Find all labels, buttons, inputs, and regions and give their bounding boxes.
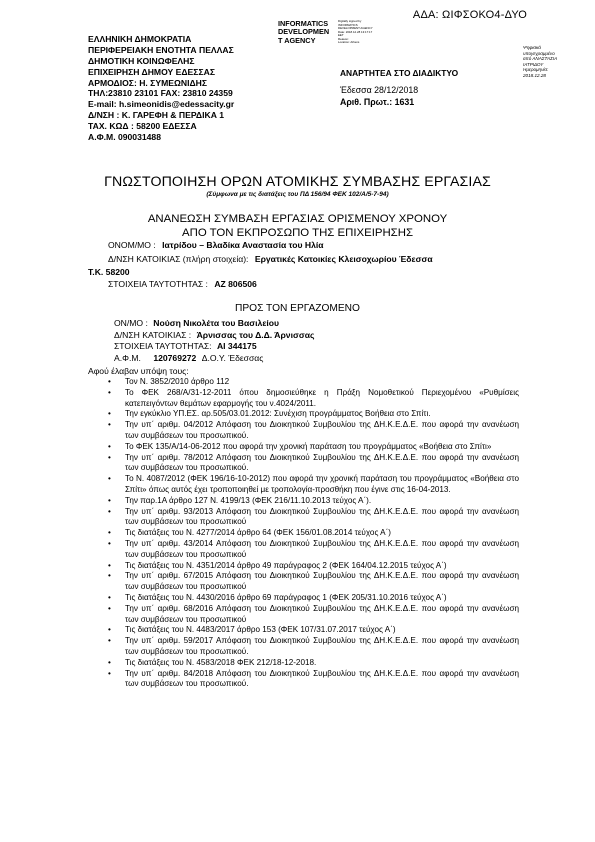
bullet-icon: •: [108, 474, 111, 484]
stamp-detail-line: Digitally signed by: [338, 19, 362, 23]
bullet-icon: •: [108, 409, 111, 419]
bullet-icon: •: [108, 560, 111, 570]
employee-name-value: Νούση Νικολέτα του Βασιλείου: [153, 318, 280, 328]
employee-address-row: [114, 330, 314, 340]
list-item: [108, 507, 519, 529]
digital-signature-details: [338, 20, 373, 45]
employer-address-value: Εργατικές Κατοικίες Κλεισοχωρίου Έδεσσα: [254, 254, 433, 264]
employee-afm-row: [114, 353, 263, 363]
bullet-icon: •: [108, 495, 111, 505]
list-item: [108, 593, 519, 604]
list-item: [108, 528, 519, 539]
list-item: [108, 496, 519, 507]
letterhead-line: ΕΠΙΧΕΙΡΗΣΗ ΔΗΜΟΥ ΕΔΕΣΣΑΣ: [88, 66, 215, 77]
letterhead: [88, 34, 234, 143]
employee-address-label: Δ/ΝΣΗ ΚΑΤΟΙΚΙΑΣ :: [114, 330, 192, 340]
employee-id-value: ΑΙ 344175: [216, 341, 257, 351]
employee-name-row: [114, 318, 279, 328]
letterhead-line: E-mail: h.simeonidis@edessacity.gr: [88, 99, 235, 110]
stamp-logo-line: T AGENCY: [278, 35, 316, 45]
list-item: [108, 636, 519, 658]
stamp-detail-line: DEVELOPMENT AGENCY: [338, 26, 373, 30]
list-item-text: Την υπ΄ αριθμ. 43/2014 Απόφαση του Διοικητικού Συμβουλίου της ΔΗ.Κ.Ε.Δ.Ε. που αφορά την ανανέωση των συμβάσεων του προσωπικού: [125, 538, 519, 559]
stamp-detail-line: Date: 2018.12.28 13:17:17: [338, 29, 373, 34]
stamp-logo-line: INFORMATICS: [278, 19, 329, 28]
bullet-icon: •: [108, 441, 111, 451]
document-date: Έδεσσα 28/12/2018: [340, 85, 419, 95]
list-item: [108, 625, 519, 636]
section-title-line: ΑΝΑΝΕΩΣΗ ΣΥΜΒΑΣΗ ΕΡΓΑΣΙΑΣ ΟΡΙΣΜΕΝΟΥ ΧΡΟΝΟΥ: [147, 213, 448, 225]
bullet-icon: •: [108, 571, 111, 581]
list-item: [108, 474, 519, 496]
personal-signature: [523, 45, 557, 79]
list-item: [108, 377, 519, 388]
bullet-icon: •: [108, 603, 111, 613]
protocol-number: Αριθ. Πρωτ.: 1631: [340, 97, 415, 107]
signature-line: υπογεγραμμένο: [523, 50, 555, 56]
employee-address-value: Άρνισσας του Δ.Δ. Άρνισσας: [196, 330, 315, 340]
list-item: [108, 388, 519, 410]
employee-id-row: [114, 341, 257, 351]
letterhead-line: ΔΗΜΟΤΙΚΗ ΚΟΙΝΩΦΕΛΗΣ: [88, 55, 195, 66]
list-item: [108, 539, 519, 561]
signature-line: 2018.12.28: [523, 72, 546, 78]
stamp-detail-line: Reason:: [338, 36, 349, 41]
letterhead-line: ΠΕΡΙΦΕΡΕΙΑΚΗ ΕΝΟΤΗΤΑ ΠΕΛΛΑΣ: [88, 44, 234, 55]
list-item-text: Τον Ν. 3852/2010 άρθρο 112: [125, 377, 230, 386]
stamp-detail-line: EET: [338, 33, 344, 37]
bullet-icon: •: [108, 668, 111, 678]
employee-afm-value: 120769272: [153, 353, 197, 363]
stamp-detail-line: INFORMATICS: [338, 22, 358, 27]
stamp-detail-line: Location: Athens: [338, 40, 360, 44]
bullet-icon: •: [108, 377, 111, 386]
letterhead-line: ΤΗΛ:23810 23101 FAX: 23810 24359: [88, 88, 233, 99]
ada-code: ΑΔΑ: ΩΙΦΣΟΚΟ4-ΔΥΟ: [412, 9, 527, 21]
letterhead-line: Δ/ΝΣΗ : Κ. ΓΑΡΕΦΗ & ΠΕΡΔΙΚΑ 1: [88, 110, 225, 121]
bullet-icon: •: [108, 538, 111, 548]
digital-signature-logo: [278, 20, 329, 45]
list-item: [108, 561, 519, 572]
stamp-logo-line: DEVELOPMEN: [278, 27, 330, 37]
list-item-text: Την υπ΄ αριθμ. 67/2015 Απόφαση του Διοικητικού Συμβουλίου της ΔΗ.Κ.Ε.Δ.Ε. που αφορά την ανανέωση των συμβάσεων του προσωπικού: [125, 571, 519, 592]
to-employee-heading: ΠΡΟΣ ΤΟΝ ΕΡΓΑΖΟΜΕΝΟ: [235, 303, 360, 314]
letterhead-line: ΤΑΧ. ΚΩΔ : 58200 ΕΔΕΣΣΑ: [88, 121, 197, 132]
list-item-text: Τις διατάξεις του Ν. 4483/2017 άρθρο 153 (ΦΕΚ 107/31.07.2017 τεύχος Α΄): [125, 625, 396, 635]
bullet-icon: •: [108, 420, 111, 430]
bullet-icon: •: [108, 506, 111, 516]
list-item: [108, 420, 519, 442]
section-title-line: ΑΠΟ ΤΟΝ ΕΚΠΡΟΣΩΠΟ ΤΗΣ ΕΠΙΧΕΙΡΗΣΗΣ: [182, 227, 413, 240]
bullet-icon: •: [108, 387, 111, 397]
list-item-text: Τις διατάξεις του Ν. 4583/2018 ΦΕΚ 212/18-12-2018.: [125, 657, 317, 667]
list-item-text: Το ΦΕΚ 268/Α/31-12-2011 όπου δημοσιεύθηκε η Πράξη Νομοθετικού Περιεχομένου «Ρυθμίσεις κατεπειγόντων θεμάτων εφαρμογής του ν.4024/2011.: [125, 387, 519, 408]
list-item-text: Το ΦΕΚ 135/Α/14-06-2012 που αφορά την χρονική παράταση του προγράμματος «Βοήθεια στο Σπίτι»: [125, 441, 492, 451]
employer-id-value: ΑΖ 806506: [214, 279, 257, 289]
bullet-icon: •: [108, 657, 111, 667]
list-item-text: Τις διατάξεις του Ν. 4430/2016 άρθρο 69 παράγραφος 1 (ΦΕΚ 205/31.10.2016 τεύχος Α΄): [125, 592, 447, 602]
list-item-text: Την υπ΄ αριθμ. 68/2016 Απόφαση του Διοικητικού Συμβουλίου της ΔΗ.Κ.Ε.Δ.Ε. που αφορά την ανανέωση των συμβάσεων του προσωπικού: [125, 603, 519, 624]
bullet-icon: •: [108, 636, 111, 646]
list-item-text: Την υπ΄ αριθμ. 93/2013 Απόφαση του Διοικητικού Συμβουλίου της ΔΗ.Κ.Ε.Δ.Ε. που αφορά την ανανέωση των συμβάσεων του προσωπικού: [125, 506, 519, 527]
employee-name-label: ΟΝ/ΜΟ :: [114, 318, 148, 328]
signature-line: από ΑΝΑΣΤΑΣΙΑ: [523, 56, 558, 62]
list-item-text: Την εγκύκλιο ΥΠ.ΕΣ. αρ.505/03.01.2012: Συνέχιση προγράμματος Βοήθεια στο Σπίτι.: [125, 409, 431, 419]
employer-name-value: Ιατρίδου – Βλαδίκα Αναστασία του Ηλία: [162, 240, 324, 250]
employer-address-label: Δ/ΝΣΗ ΚΑΤΟΙΚΙΑΣ (πλήρη στοιχεία):: [108, 254, 249, 264]
list-item: [108, 604, 519, 626]
letterhead-line: ΑΡΜΟΔΙΟΣ: Η. ΣΥΜΕΩΝΙΔΗΣ: [88, 77, 207, 88]
list-item: [108, 409, 519, 420]
list-item-text: Την υπ΄ αριθμ. 59/2017 Απόφαση του Διοικητικού Συμβουλίου της ΔΗ.Κ.Ε.Δ.Ε. που αφορά την ανανέωση των συμβάσεων του προσωπικού.: [125, 636, 519, 656]
employer-name-label: ΟΝΟΜ/ΜΟ :: [108, 240, 156, 250]
signature-line: Ημερομηνία:: [523, 67, 549, 73]
bullet-icon: •: [108, 528, 111, 538]
document-title: ΓΝΩΣΤΟΠΟΙΗΣΗ ΟΡΩΝ ΑΤΟΜΙΚΗΣ ΣΥΜΒΑΣΗΣ ΕΡΓΑΣΙΑΣ: [104, 174, 491, 190]
considerations-list: [108, 377, 519, 690]
document-subtitle: (Σύμφωνα με τις διατάξεις του ΠΔ 156/94 ΦΕΚ 102/Α/5-7-94): [206, 191, 389, 198]
bullet-icon: •: [108, 625, 111, 635]
list-item: [108, 658, 519, 669]
signature-line: ΙΑΤΡΙΔΟΥ: [523, 61, 544, 67]
employer-name-row: [108, 240, 324, 250]
considerations-intro: Αφού έλαβαν υπόψη τους:: [88, 366, 189, 376]
list-item: [108, 453, 519, 475]
letterhead-line: Α.Φ.Μ. 090031488: [88, 132, 161, 143]
list-item-text: Την υπ΄ αριθμ. 84/2018 Απόφαση του Διοικητικού Συμβουλίου της ΔΗ.Κ.Ε.Δ.Ε. που αφορά την ανανέωση των συμβάσεων του προσωπικού.: [125, 668, 519, 689]
employee-tax-office: Δ.Ο.Υ. Έδεσσας: [201, 353, 264, 363]
employee-afm-label: Α.Φ.Μ.: [114, 353, 141, 363]
publish-online-notice: ΑΝΑΡΤΗΤΕΑ ΣΤΟ ΔΙΑΔΙΚΤΥΟ: [340, 68, 459, 78]
list-item-text: Την υπ΄ αριθμ. 78/2012 Απόφαση του Διοικητικού Συμβουλίου της ΔΗ.Κ.Ε.Δ.Ε. που αφορά την ανανέωση των συμβάσεων του προσωπικού.: [125, 452, 519, 473]
list-item-text: Την υπ΄ αριθμ. 04/2012 Απόφαση του Διοικητικού Συμβουλίου της ΔΗ.Κ.Ε.Δ.Ε. που αφορά την ανανέωση των συμβάσεων του προσωπικού.: [125, 420, 519, 440]
list-item-text: Τις διατάξεις του Ν. 4277/2014 άρθρο 64 (ΦΕΚ 156/01.08.2014 τεύχος Α΄): [125, 528, 392, 538]
employer-id-label: ΣΤΟΙΧΕΙΑ ΤΑΥΤΟΤΗΤΑΣ :: [108, 279, 208, 289]
employer-postal-code: Τ.Κ. 58200: [88, 267, 130, 277]
list-item: [108, 669, 519, 691]
bullet-icon: •: [108, 452, 111, 462]
letterhead-line: ΕΛΛΗΝΙΚΗ ΔΗΜΟΚΡΑΤΙΑ: [88, 34, 192, 44]
list-item: [108, 442, 519, 453]
section-title: [0, 212, 595, 240]
employer-address-row: [108, 254, 433, 264]
list-item-text: Τις διατάξεις του Ν. 4351/2014 άρθρο 49 παράγραφος 2 (ΦΕΚ 164/04.12.2015 τεύχος Α΄): [125, 560, 447, 570]
signature-line: Ψηφιακά: [523, 45, 541, 50]
employee-id-label: ΣΤΟΙΧΕΙΑ ΤΑΥΤΟΤΗΤΑΣ:: [114, 341, 212, 351]
list-item-text: Την παρ.1Α άρθρο 127 Ν. 4199/13 (ΦΕΚ 216/11.10.2013 τεύχος Α΄).: [125, 495, 372, 505]
list-item-text: Το Ν. 4087/2012 (ΦΕΚ 196/16-10-2012) που αφορά την χρονική παράταση του προγράμματος «Βοήθεια στο Σπίτι» όπως αυτός έχει τροποποιηθεί με τροπολογία-προσθήκη που έγινε στις 16-04-2013.: [125, 474, 519, 494]
employer-id-row: [108, 279, 257, 289]
list-item: [108, 571, 519, 593]
bullet-icon: •: [108, 592, 111, 602]
